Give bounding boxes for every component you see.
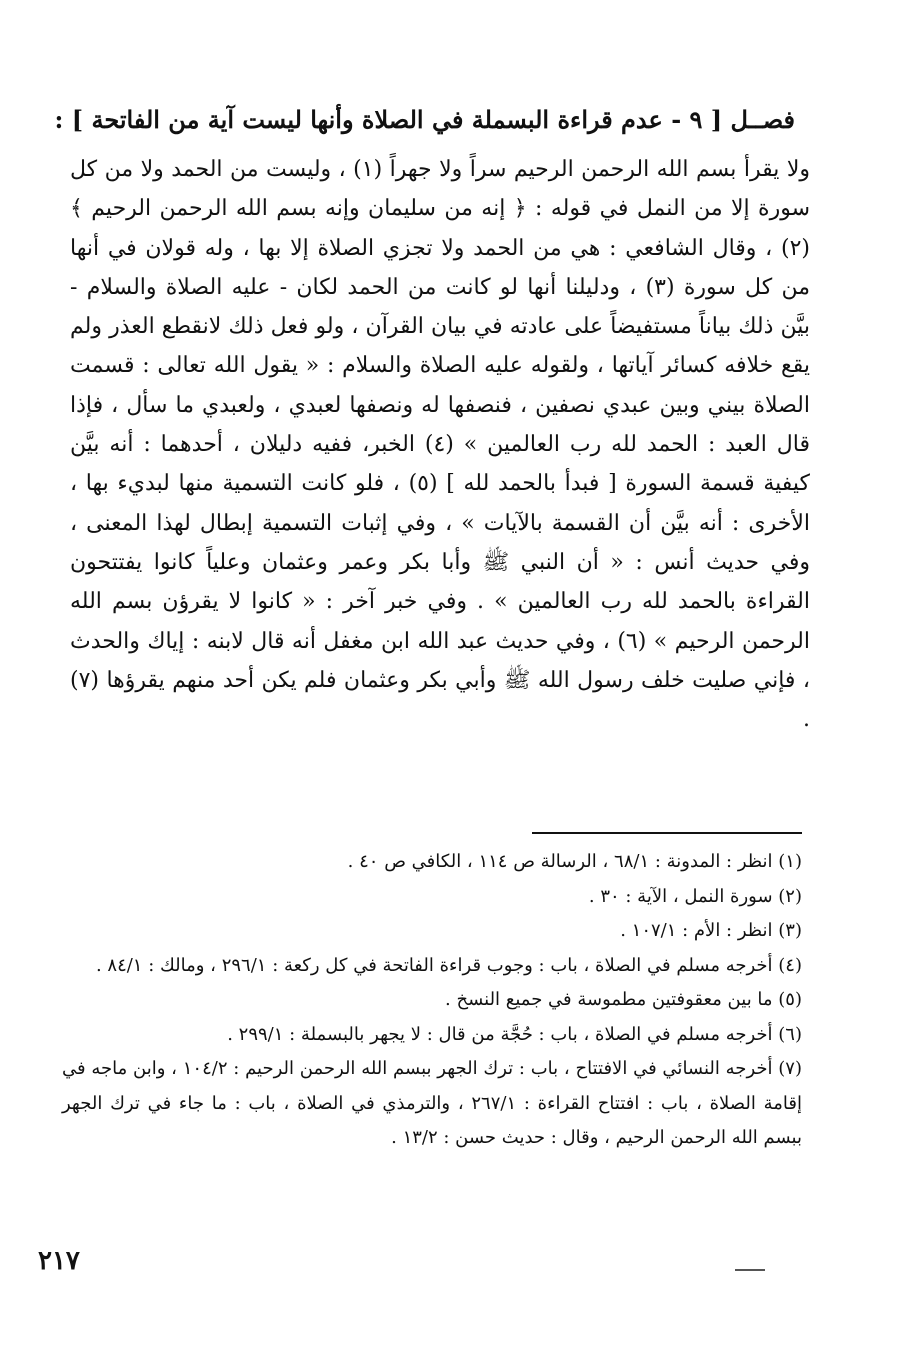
footnote-7: (٧) أخرجه النسائي في الافتتاح ، باب : ترك الجهر ببسم الله الرحمن الرحيم : ١٠٤/٢ ، وابن ماجه في إقامة الصلاة ، باب : افتتاح القراءة : ٢٦٧/١ ، والترمذي في الصلاة ، باب : ما جاء في ترك الجهر ببسم الله الرحمن الرحيم ، وقال : حديث حسن : ١٣/٢ . xyxy=(62,1058,802,1148)
footnote-4: (٤) أخرجه مسلم في الصلاة ، باب : وجوب قراءة الفاتحة في كل ركعة : ٢٩٦/١ ، ومالك : ٨٤/١ . xyxy=(95,954,802,976)
footnote-divider xyxy=(532,832,802,834)
page-mark xyxy=(735,1269,765,1271)
body-paragraph: ولا يقرأ بسم الله الرحمن الرحيم سراً ولا جهراً (١) ، وليست من الحمد ولا من كل سورة إلا من النمل في قوله : ﴿ إنه من سليمان وإنه بسم الله الرحمن الرحيم ﴾ (٢) ، وقال الشافعي : هي من الحمد ولا تجزي الصلاة إلا بها ، وله قولان في أنها من كل سورة (٣) ، ودليلنا أنها لو كانت من الحمد لكان - عليه الصلاة والسلام - بيَّن ذلك بياناً مستفيضاً على عادته في بيان القرآن ، ولو فعل ذلك لانقطع العذر ولم يقع خلافه كسائر آياتها ، ولقوله عليه الصلاة والسلام : « يقول الله تعالى : قسمت الصلاة بيني وبين عبدي نصفين ، فنصفها له ونصفها لعبدي ، ولعبدي ما سأل ، فإذا قال العبد : الحمد لله رب العالمين » (٤) الخبر، ففيه دليلان ، أحدهما : أنه بيَّن كيفية قسمة السورة [ فبدأ بالحمد لله ] (٥) ، فلو كانت التسمية منها لبديء بها ، الأخرى : أنه بيَّن أن القسمة بالآيات » ، وفي إثبات التسمية إبطال لهذا المعنى ، وفي حديث أنس : « أن النبي ﷺ وأبا بكر وعمر وعثمان وعلياً كانوا يفتتحون القراءة بالحمد لله رب العالمين » . وفي خبر آخر : « كانوا لا يقرؤن بسم الله الرحمن الرحيم » (٦) ، وفي حديث عبد الله ابن مغفل أنه قال لابنه : إياك والحدث ، فإني صليت خلف رسول الله ﷺ وأبي بكر وعثمان فلم يكن أحد منهم يقرؤها (٧) . xyxy=(70,157,810,733)
footnote-1: (١) انظر : المدونة : ٦٨/١ ، الرسالة ص ١١٤ ، الكافي ص ٤٠ . xyxy=(347,851,802,872)
footnote-6: (٦) أخرجه مسلم في الصلاة ، باب : حُجَّة من قال : لا يجهر بالبسملة : ٢٩٩/١ . xyxy=(227,1023,802,1045)
footnote-2: (٢) سورة النمل ، الآية : ٣٠ . xyxy=(588,885,802,907)
footnote-3: (٣) انظر : الأم : ١٠٧/١ . xyxy=(620,920,802,941)
body-text xyxy=(70,150,810,739)
footnotes xyxy=(62,845,802,1156)
section-heading: فصــل [ ٩ - عدم قراءة البسملة في الصلاة وأنها ليست آية من الفاتحة ] : xyxy=(54,105,795,134)
footnote-5: (٥) ما بين معقوفتين مطموسة في جميع النسخ . xyxy=(445,989,802,1010)
page-number: ٢١٧ xyxy=(38,1246,80,1276)
